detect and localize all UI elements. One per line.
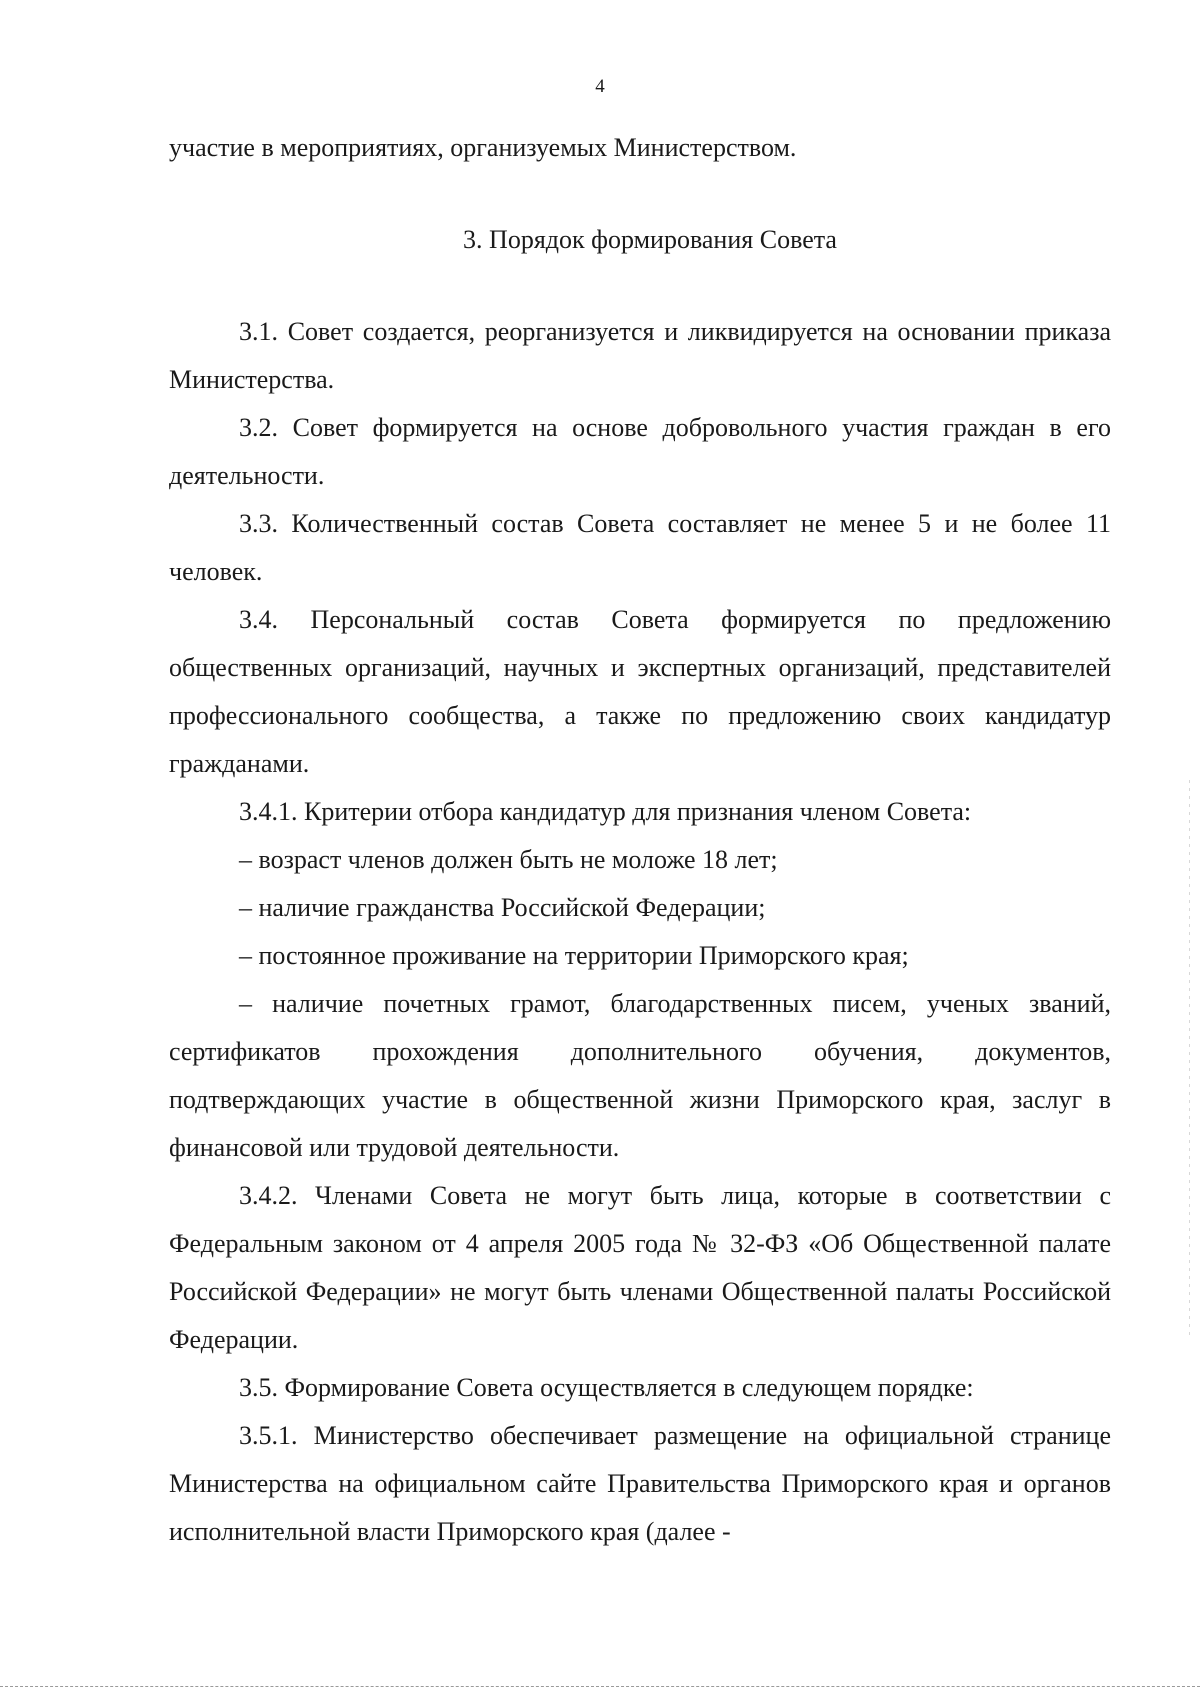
criteria-item-residence: – постоянное проживание на территории Приморского края;	[239, 941, 909, 970]
section-heading: 3. Порядок формирования Совета	[463, 225, 837, 254]
document-body	[169, 124, 1111, 1556]
paragraph-3-1: 3.1. Совет создается, реорганизуется и ликвидируется на основании приказа Министерства.	[169, 317, 1111, 394]
paragraph-3-3: 3.3. Количественный состав Совета составляет не менее 5 и не более 11 человек.	[169, 509, 1111, 586]
scan-bottom-edge	[0, 1686, 1200, 1687]
criteria-item-citizenship: – наличие гражданства Российской Федерации;	[239, 893, 766, 922]
paragraph-3-4-1: 3.4.1. Критерии отбора кандидатур для признания членом Совета:	[239, 797, 972, 826]
scan-edge-artifact	[1189, 780, 1190, 1340]
paragraph-3-2: 3.2. Совет формируется на основе добровольного участия граждан в его деятельности.	[169, 413, 1111, 490]
paragraph-continuation: участие в мероприятиях, организуемых Министерством.	[169, 133, 797, 162]
paragraph-3-4-2: 3.4.2. Членами Совета не могут быть лица, которые в соответствии с Федеральным законом от 4 апреля 2005 года № 32-ФЗ «Об Общественной палате Российской Федерации» не могут быть членами Общественной палаты Российской Федерации.	[169, 1181, 1111, 1354]
criteria-item-age: – возраст членов должен быть не моложе 18 лет;	[239, 845, 778, 874]
criteria-item-awards: – наличие почетных грамот, благодарственных писем, ученых званий, сертификатов прохождения дополнительного обучения, документов, подтверждающих участие в общественной жизни Приморского края, заслуг в финансовой или трудовой деятельности.	[169, 989, 1111, 1162]
paragraph-3-5-1: 3.5.1. Министерство обеспечивает размещение на официальной странице Министерства на официальном сайте Правительства Приморского края и органов исполнительной власти Приморского края (далее -	[169, 1421, 1111, 1546]
paragraph-3-4: 3.4. Персональный состав Совета формируется по предложению общественных организаций, научных и экспертных организаций, представителей профессионального сообщества, а также по предложению своих кандидатур гражданами.	[169, 605, 1111, 778]
paragraph-3-5: 3.5. Формирование Совета осуществляется в следующем порядке:	[239, 1373, 974, 1402]
page-number: 4	[595, 76, 605, 97]
